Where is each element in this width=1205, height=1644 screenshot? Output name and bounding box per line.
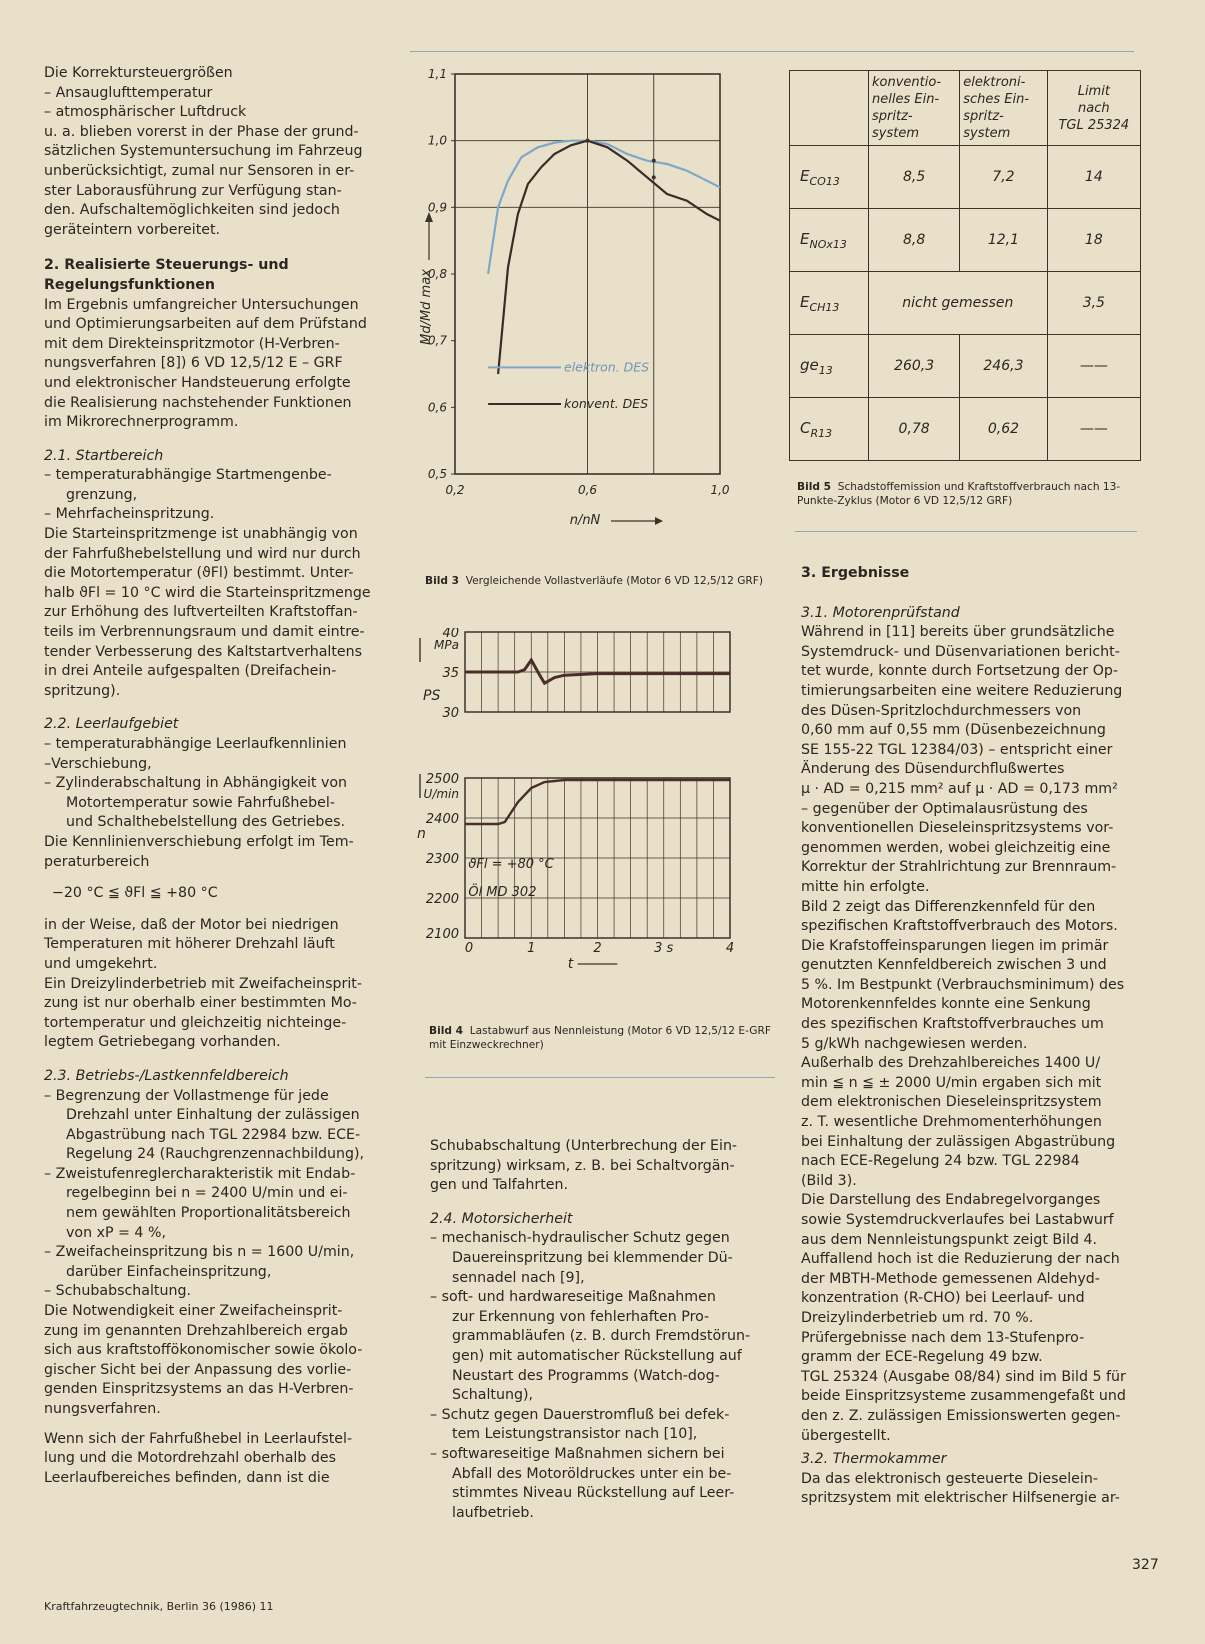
text-line: Die Krafstoffeinsparungen liegen im primär (801, 937, 1109, 954)
text-line: tender Verbesserung des Kaltstartverhaltens (44, 643, 363, 660)
text-line: Dauereinspritzung bei klemmender Dü- (452, 1249, 733, 1266)
text-line: spritzsystem mit elektrischer Hilfsenergie ar- (801, 1490, 1120, 1507)
text-line: in der Weise, daß der Motor bei niedrigen (44, 916, 339, 933)
text-line: – Schubabschaltung. (44, 1283, 191, 1300)
text-line: Bild 2 zeigt das Differenzkennfeld für den (801, 898, 1096, 915)
text-line: von xP = 4 %, (66, 1224, 166, 1241)
table-row (790, 398, 1141, 461)
text-line: der Fahrfußhebelstellung und wird nur durch (44, 545, 361, 562)
emission-table (789, 70, 1141, 461)
table-caption-rule (795, 531, 1137, 532)
text-line: und Schalthebelstellung des Getriebes. (66, 814, 346, 831)
text-line: min ≦ n ≦ ± 2000 U/min ergaben sich mit (801, 1074, 1102, 1091)
text-line: den. Aufschaltemöglichkeiten sind jedoch (44, 202, 340, 219)
text-line: geräteintern vorbereitet. (44, 221, 221, 238)
text-line: unberücksichtigt, zumal nur Sensoren in er- (44, 162, 355, 179)
table-corner-cell (790, 71, 869, 146)
table-cell: 246,3 (960, 335, 1047, 398)
text-line: Die Starteinspritzmenge ist unabhängig von (44, 526, 358, 543)
bild4-bottom-tick-label: 2200 (425, 892, 459, 907)
text-line: Abgastrübung nach TGL 22984 bzw. ECE- (66, 1126, 361, 1143)
bild4-bottom-ylabel: n (417, 826, 426, 842)
bild4-top-tick-label: 30 (442, 706, 459, 721)
text-line: TGL 25324 (Ausgabe 08/84) sind im Bild 5 für (801, 1368, 1126, 1385)
bild4-caption-text: Lastabwurf aus Nennleistung (Motor 6 VD 12,5/12 E-GRF mit Einzweckrechner) (429, 1025, 771, 1051)
table-row-label: $C_{R13}$ (790, 398, 869, 461)
bild4-caption (429, 1024, 779, 1052)
bild4-annotation: ϑFl = +80 °C (468, 857, 554, 872)
section-2-3-paragraph-b (44, 1430, 400, 1489)
text-line: – Mehrfacheinspritzung. (44, 506, 215, 523)
text-line: die Realisierung nachstehender Funktionen (44, 394, 352, 411)
text-line: zung im genannten Drehzahlbereich ergab (44, 1322, 348, 1339)
table-cell: 7,2 (960, 146, 1047, 209)
section-2-2-paragraph-b (44, 916, 400, 1053)
text-line: Abfall des Motoröldruckes unter ein be- (452, 1465, 732, 1482)
text-line: Wenn sich der Fahrfußhebel in Leerlaufstel- (44, 1430, 353, 1447)
section-2-4-heading: 2.4. Motorsicherheit (430, 1210, 573, 1227)
table-header-row (790, 71, 1141, 146)
text-line: Die Darstellung des Endabregelvorganges (801, 1192, 1101, 1209)
text-line: Neustart des Programms (Watch-dog- (452, 1367, 720, 1384)
table-row-label: $E_{NOx13}$ (790, 209, 869, 272)
bild3-legend-label: konvent. DES (564, 396, 649, 411)
text-line: Änderung des Düsendurchflußwertes (801, 761, 1065, 778)
text-line: bei Einhaltung der zulässigen Abgastrübung (801, 1133, 1116, 1150)
text-line: halb ϑFl = 10 °C wird die Starteinspritzmenge (44, 584, 371, 601)
bild4-x-tick-label: 1 (527, 941, 536, 956)
text-line: sennadel nach [9], (452, 1269, 585, 1286)
section-3-heading: 3. Ergebnisse (801, 565, 910, 581)
table-cell: 0,62 (960, 398, 1047, 461)
section-2-1-list (44, 466, 400, 525)
page-number: 327 (1132, 1557, 1159, 1573)
middle-paragraph (430, 1137, 780, 1196)
text-line: gen) mit automatischer Rückstellung auf (452, 1347, 742, 1364)
bild3-series-line (498, 141, 720, 374)
table-row (790, 209, 1141, 272)
text-line: Korrektur der Strahlrichtung zur Brennraum- (801, 859, 1117, 876)
text-line: nem gewählten Proportionalitätsbereich (66, 1205, 351, 1222)
table-header-cell: konventio- nelles Ein- spritz- system (869, 71, 960, 146)
bild4-annotation: Öl MD 302 (468, 885, 537, 900)
header-rule (410, 51, 1134, 52)
table-cell: nicht gemessen (869, 272, 1048, 335)
bild3-x-tick-label: 0,2 (445, 483, 465, 497)
text-line: die Motortemperatur (ϑFl) bestimmt. Unter- (44, 565, 354, 582)
text-line: – Zylinderabschaltung in Abhängigkeit von (44, 775, 348, 792)
text-line: Schaltung), (452, 1387, 534, 1404)
bild3-data-point (652, 175, 656, 179)
text-line: 5 g/kWh nachgewiesen werden. (801, 1035, 1028, 1052)
text-line: Im Ergebnis umfangreicher Untersuchungen (44, 296, 359, 313)
text-line: der MBTH-Methode gemessenen Aldehyd- (801, 1270, 1100, 1287)
text-line: spezifischen Kraftstoffverbrauch des Motors. (801, 918, 1118, 935)
text-line: –Verschiebung, (44, 755, 152, 772)
text-line: peraturbereich (44, 853, 150, 870)
text-line: stimmtes Niveau Rückstellung auf Leer- (452, 1485, 735, 1502)
intro-paragraph (44, 64, 400, 240)
text-line: des Düsen-Spritzlochdurchmessers von (801, 702, 1082, 719)
table-header-cell: Limit nach TGL 25324 (1047, 71, 1140, 146)
table-row (790, 335, 1141, 398)
table-cell: 3,5 (1047, 272, 1140, 335)
text-line: Da das elektronisch gesteuerte Dieselein- (801, 1470, 1098, 1487)
text-line: zur Erkennung von fehlerhaften Pro- (452, 1308, 710, 1325)
section-3-2-heading: 3.2. Thermokammer (801, 1451, 947, 1468)
bild3-y-tick-label: 0,5 (427, 467, 447, 481)
text-line: Regelung 24 (Rauchgrenzennachbildung), (66, 1146, 365, 1163)
text-line: – Zweifacheinspritzung bis n = 1600 U/min, (44, 1244, 355, 1261)
table-cell: 260,3 (869, 335, 960, 398)
bild3-x-axis-label: n/nN (569, 513, 601, 528)
table-cell: —— (1047, 335, 1140, 398)
text-line: konzentration (R-CHO) bei Leerlauf- und (801, 1290, 1085, 1307)
text-line: Während in [11] bereits über grundsätzliche (801, 624, 1115, 641)
bild3-y-tick-label: 0,9 (427, 200, 447, 215)
text-line: u. a. blieben vorerst in der Phase der grund- (44, 123, 359, 140)
text-line: den z. Z. zulässigen Emissionswerten gegen- (801, 1407, 1121, 1424)
table-row-label: $ge_{13}$ (790, 335, 869, 398)
text-line: gramm der ECE-Regelung 49 bzw. (801, 1349, 1043, 1366)
table-cell: 14 (1047, 146, 1140, 209)
section-2-2-list (44, 735, 400, 833)
text-line: – Ansauglufttemperatur (44, 84, 213, 101)
table-cell: 12,1 (960, 209, 1047, 272)
bild3-x-tick-label: 1,0 (710, 483, 730, 497)
bild4-chart (415, 628, 775, 998)
text-line: nungsverfahren. (44, 1401, 161, 1417)
middle-column-text (430, 1137, 780, 1523)
text-line: – Begrenzung der Vollastmenge für jede (44, 1087, 329, 1104)
text-line: aus dem Nennleistungspunkt zeigt Bild 4. (801, 1231, 1098, 1248)
text-line: 2. Realisierte Steuerungs- und (44, 257, 289, 274)
text-line: Systemdruck- und Düsenvariationen bericht- (801, 643, 1120, 660)
text-line: tortemperatur und gleichzeitig nichteinge- (44, 1014, 347, 1031)
section-2-3-list (44, 1087, 400, 1303)
text-line: Dreizylinderbetrieb um rd. 70 %. (801, 1309, 1034, 1326)
bild4-x-tick-label: 4 (725, 941, 735, 956)
bild3-y-axis-label: Md/Md max (419, 269, 434, 345)
text-line: – atmosphärischer Luftdruck (44, 104, 247, 121)
text-line: im Mikrorechnerprogramm. (44, 414, 239, 431)
bild3-caption (425, 574, 775, 588)
text-line: timierungsarbeiten eine weitere Reduzierung (801, 682, 1123, 699)
text-line: (Bild 3). (801, 1172, 857, 1189)
text-line: lung und die Motordrehzahl oberhalb des (44, 1450, 336, 1467)
section-2-3-heading: 2.3. Betriebs-/Lastkennfeldbereich (44, 1067, 289, 1084)
bild4-top-tick-label: 35 (442, 666, 459, 681)
text-line: sich aus kraftstoffökonomischer sowie ökolo- (44, 1342, 363, 1359)
bild4-caption-label: Bild 4 (429, 1025, 463, 1037)
text-line: tem Leistungstransistor nach [10], (452, 1426, 698, 1443)
text-line: und Optimierungsarbeiten auf dem Prüfstand (44, 316, 367, 333)
text-line: des spezifischen Kraftstoffverbrauches um (801, 1016, 1104, 1033)
text-line: Regelungsfunktionen (44, 276, 216, 293)
left-column (44, 64, 400, 1488)
text-line: – temperaturabhängige Startmengenbe- (44, 467, 332, 484)
right-column (801, 564, 1146, 1509)
text-line: Die Notwendigkeit einer Zweifacheinsprit- (44, 1303, 343, 1320)
text-line: spritzung) wirksam, z. B. bei Schaltvorgän- (430, 1157, 735, 1174)
text-line: genommen werden, wobei gleichzeitig eine (801, 839, 1111, 856)
section-3-1-paragraph (801, 623, 1146, 1446)
bild3-chart (415, 62, 775, 562)
bild5-caption-text: Schadstoffemission und Kraftstoffverbrauch nach 13-Punkte-Zyklus (Motor 6 VD 12,5/12 GRF) (797, 481, 1121, 507)
table-row (790, 272, 1141, 335)
table-cell: 8,8 (869, 209, 960, 272)
bild4-top-ylabel: PS (423, 688, 441, 704)
text-line: – gegenüber der Optimalausrüstung des (801, 800, 1088, 817)
section-2-1-paragraph (44, 525, 400, 701)
text-line: ster Laborausführung zur Verfügung stan- (44, 182, 342, 199)
text-line: z. T. wesentliche Drehmomenterhöhungen (801, 1114, 1102, 1131)
text-line: grammabläufen (z. B. durch Fremdstörun- (452, 1328, 751, 1345)
text-line: mitte hin erfolgte. (801, 878, 930, 895)
bild3-x-tick-label: 0,6 (577, 483, 598, 497)
text-line: Die Korrektursteuergrößen (44, 65, 233, 81)
bild4-bottom-unit: U/min (423, 787, 459, 801)
section-2-2-heading: 2.2. Leerlaufgebiet (44, 716, 179, 733)
text-line: Auffallend hoch ist die Reduzierung der nach (801, 1251, 1120, 1268)
text-line: und elektronischer Handsteuerung erfolgte (44, 374, 351, 391)
text-line: sowie Systemdruckverlaufes bei Lastabwurf (801, 1212, 1114, 1228)
text-line: zung ist nur oberhalb einer bestimmten Mo- (44, 995, 357, 1012)
table-row-label: $E_{CO13}$ (790, 146, 869, 209)
text-line: 5 %. Im Bestpunkt (Verbrauchsminimum) des (801, 976, 1125, 993)
text-line: Drehzahl unter Einhaltung der zulässigen (66, 1107, 360, 1124)
table-row-label: $E_{CH13}$ (790, 272, 869, 335)
table-row (790, 146, 1141, 209)
bild3-data-point (586, 139, 590, 143)
text-line: genutzten Kennfeldbereich zwischen 3 und (801, 957, 1107, 974)
text-line: dem elektronischen Dieseleinspritzsystem (801, 1094, 1102, 1111)
section-2-1-heading: 2.1. Startbereich (44, 447, 164, 464)
text-line: SE 155-22 TGL 12384/03) – entspricht einer (801, 741, 1113, 758)
bild5-caption-label: Bild 5 (797, 481, 831, 493)
text-line: Ein Dreizylinderbetrieb mit Zweifacheinsprit- (44, 975, 362, 992)
text-line: – Zweistufenreglercharakteristik mit Endab- (44, 1165, 356, 1182)
text-line: μ · AD = 0,215 mm² auf μ · AD = 0,173 mm² (801, 780, 1118, 797)
bild4-x-tick-label: 2 (593, 941, 602, 956)
text-line: Die Kennlinienverschiebung erfolgt im Tem- (44, 833, 354, 850)
section-2-4-list (430, 1229, 780, 1523)
section-2-heading (44, 256, 400, 295)
table-cell: —— (1047, 398, 1140, 461)
text-line: sätzlichen Systemuntersuchung im Fahrzeug (44, 143, 363, 160)
journal-footer: Kraftfahrzeugtechnik, Berlin 36 (1986) 11 (44, 1600, 274, 1613)
bild3-legend-label: elektron. DES (564, 359, 650, 375)
text-line: Außerhalb des Drehzahlbereiches 1400 U/ (801, 1055, 1101, 1072)
bild3-y-tick-label: 1,0 (427, 133, 447, 148)
text-line: nach ECE-Regelung 24 bzw. TGL 22984 (801, 1153, 1080, 1170)
temperature-formula: −20 °C ≦ ϑFl ≦ +80 °C (52, 885, 218, 902)
text-line: – temperaturabhängige Leerlaufkennlinien (44, 736, 347, 752)
section-2-3-paragraph (44, 1302, 400, 1420)
bild3-caption-text: Vergleichende Vollastverläufe (Motor 6 VD 12,5/12 GRF) (465, 575, 764, 587)
bild3-y-tick-label: 0,7 (427, 333, 447, 348)
text-line: Prüfergebnisse nach dem 13-Stufenpro- (801, 1329, 1085, 1346)
section-3-2-paragraph (801, 1470, 1146, 1509)
bild3-caption-label: Bild 3 (425, 575, 459, 587)
bild4-top-tick-label: 40 (442, 628, 459, 641)
bild3-y-tick-label: 0,8 (427, 267, 447, 281)
table-cell: 0,78 (869, 398, 960, 461)
bild4-x-tick-label: 0 (464, 941, 474, 956)
text-line: Leerlaufbereiches befinden, dann ist die (44, 1469, 330, 1486)
text-line: genden Einspritzsystems an das H-Verbren- (44, 1381, 354, 1398)
text-line: spritzung). (44, 682, 121, 699)
section-2-2-paragraph (44, 833, 400, 872)
text-line: tet wurde, konnte durch Fortsetzung der Op- (801, 663, 1119, 680)
bild4-bottom-tick-label: 2400 (425, 812, 459, 827)
text-line: legtem Getriebegang vorhanden. (44, 1034, 281, 1051)
bild3-y-tick-label: 1,1 (427, 67, 447, 81)
text-line: nungsverfahren [8]) 6 VD 12,5/12 E – GRF (44, 355, 343, 372)
text-line: beide Einspritzsysteme zusammengefaßt und (801, 1388, 1126, 1405)
text-line: Temperaturen mit höherer Drehzahl läuft (44, 936, 335, 953)
bild4-top-unit: MPa (434, 638, 459, 652)
table-cell: 8,5 (869, 146, 960, 209)
text-line: – Schutz gegen Dauerstromfluß bei defek- (430, 1406, 730, 1423)
bild4-x-tick-label: 3 s (654, 941, 674, 956)
text-line: Schubabschaltung (Unterbrechung der Ein- (430, 1138, 738, 1154)
bild4-bottom-tick-label: 2100 (425, 927, 459, 942)
text-line: grenzung, (66, 486, 138, 503)
bild3-y-tick-label: 0,6 (427, 400, 447, 415)
section-3-1-heading: 3.1. Motorenprüfstand (801, 604, 960, 621)
text-line: und umgekehrt. (44, 955, 158, 972)
text-line: gen und Talfahrten. (430, 1177, 568, 1194)
text-line: übergestellt. (801, 1427, 891, 1444)
text-line: konventionellen Dieseleinspritzsystems vor- (801, 820, 1114, 837)
text-line: teils im Verbrennungsraum und damit eintre- (44, 624, 365, 641)
bild5-caption (797, 480, 1142, 508)
section-2-paragraph (44, 296, 400, 433)
text-line: zur Erhöhung des luftverteilten Kraftstoffan- (44, 604, 358, 621)
text-line: Motortemperatur sowie Fahrfußhebel- (66, 794, 335, 811)
text-line: – soft- und hardwareseitige Maßnahmen (430, 1289, 716, 1306)
text-line: 0,60 mm auf 0,55 mm (Düsenbezeichnung (801, 722, 1106, 739)
text-line: regelbeginn bei n = 2400 U/min und ei- (66, 1185, 348, 1202)
text-line: – softwareseitige Maßnahmen sichern bei (430, 1445, 725, 1462)
table-cell: 18 (1047, 209, 1140, 272)
bild3-data-point (652, 159, 656, 163)
text-line: darüber Einfacheinspritzung, (66, 1263, 272, 1280)
text-line: in drei Anteile aufgespalten (Dreifachein- (44, 663, 337, 680)
bild3-x-arrowhead (655, 517, 663, 525)
text-line: Motorenkennfeldes konnte eine Senkung (801, 996, 1091, 1013)
text-line: laufbetrieb. (452, 1504, 534, 1521)
text-line: gischer Sicht bei der Anpassung des vorlie- (44, 1361, 352, 1378)
figure-bottom-rule (425, 1077, 775, 1078)
table-header-cell: elektroni- sches Ein- spritz- system (960, 71, 1047, 146)
bild4-bottom-tick-label: 2500 (425, 772, 459, 787)
bild4-x-axis-label: t (567, 956, 574, 972)
text-line: mit dem Direkteinspritzmotor (H-Verbren- (44, 335, 340, 352)
text-line: – mechanisch-hydraulischer Schutz gegen (430, 1230, 730, 1247)
bild4-bottom-tick-label: 2300 (425, 852, 459, 867)
